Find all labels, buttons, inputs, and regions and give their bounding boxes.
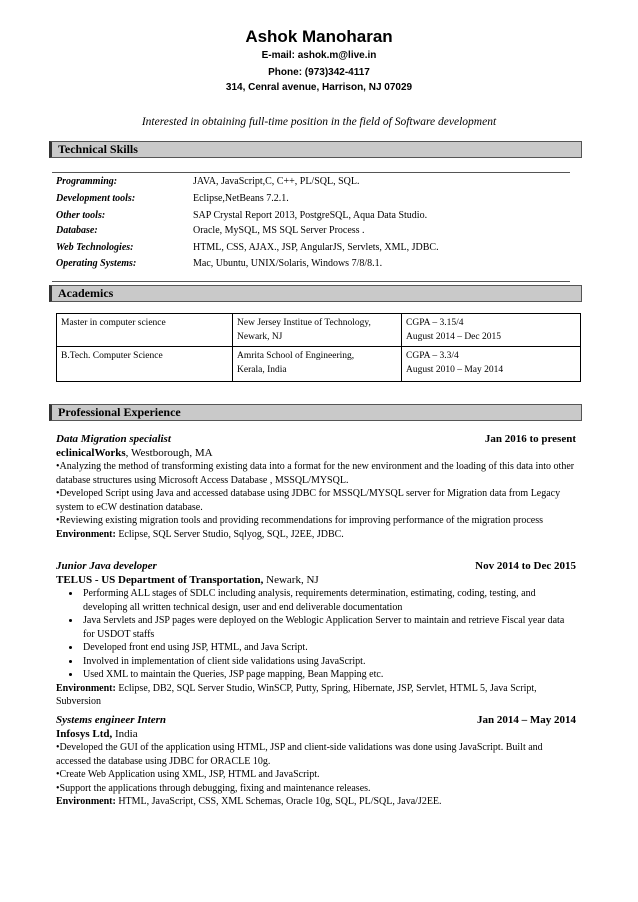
- skill-value: SAP Crystal Report 2013, PostgreSQL, Aqua Data Studio.: [193, 210, 428, 221]
- job-dates: Jan 2014 – May 2014: [477, 714, 576, 726]
- section-header-technical-skills: Technical Skills: [49, 141, 582, 158]
- phone-line: Phone: (973)342-4117: [268, 67, 370, 78]
- job-bullet: • Used XML to maintain the Queries, JSP page mapping, Bean Mapping etc.: [81, 668, 576, 682]
- skill-row: [56, 225, 576, 240]
- school-location: Newark, NJ: [237, 332, 283, 342]
- cgpa: CGPA – 3.3/4: [406, 351, 459, 361]
- skill-row: [56, 210, 576, 225]
- table-row: [57, 347, 581, 382]
- degree: B.Tech. Computer Science: [61, 351, 163, 361]
- job-bullet-list: [56, 587, 576, 682]
- job-dates: Jan 2016 to present: [484, 433, 576, 445]
- job-bullet: •Developed Script using Java and accessed database using JDBC for MSSQL/MYSQL server for Migration data from Legacy system to eCW destination database.: [56, 488, 561, 513]
- skill-label: Development tools:: [56, 193, 136, 204]
- skill-row: [56, 193, 576, 208]
- job-entry: [56, 433, 576, 541]
- company-location: India: [112, 727, 138, 740]
- academics-table: [56, 313, 581, 382]
- company-location: Newark, NJ: [263, 573, 319, 586]
- cgpa-cell: [402, 314, 581, 347]
- school-location: Kerala, India: [237, 365, 287, 375]
- cgpa: CGPA – 3.15/4: [406, 318, 464, 328]
- candidate-name: Ashok Manoharan: [245, 27, 393, 46]
- skill-label: Database:: [56, 225, 98, 236]
- degree: Master in computer science: [61, 318, 166, 328]
- job-bullet: • Java Servlets and JSP pages were deployed on the Weblogic Application Server to maintain and retrieve Fiscal year data for USDOT staffs: [81, 614, 576, 641]
- table-row: [57, 314, 581, 347]
- environment-value: HTML, JavaScript, CSS, XML Schemas, Oracle 10g, SQL, PL/SQL, Java/J2EE.: [115, 796, 442, 807]
- school-name: Amrita School of Engineering,: [237, 351, 355, 361]
- degree-cell: [57, 314, 233, 347]
- job-bullet: • Developed front end using JSP, HTML, and Java Script.: [81, 641, 576, 655]
- job-title: Data Migration specialist: [56, 433, 171, 445]
- job-bullet: • Involved in implementation of client side validations using JavaScript.: [81, 655, 576, 669]
- email-line: E-mail: ashok.m@live.in: [261, 50, 377, 61]
- cgpa-cell: [402, 347, 581, 382]
- job-entry: [56, 714, 576, 809]
- company-line: [56, 574, 576, 588]
- company-location: , Westborough, MA: [125, 446, 213, 459]
- skill-label: Programming:: [56, 176, 118, 187]
- section-header-academics: Academics: [49, 285, 582, 302]
- environment-label: Environment:: [56, 796, 116, 807]
- job-title: Systems engineer Intern: [56, 714, 167, 726]
- school-cell: [233, 314, 402, 347]
- environment-line: [56, 528, 576, 542]
- divider: [52, 281, 570, 282]
- objective-statement: Interested in obtaining full-time position in the field of Software development: [141, 116, 497, 128]
- job-title: Junior Java developer: [56, 560, 157, 572]
- job-bullet: •Create Web Application using XML, JSP, HTML and JavaScript.: [56, 769, 320, 780]
- degree-cell: [57, 347, 233, 382]
- environment-line: [56, 682, 576, 709]
- environment-line: [56, 795, 576, 809]
- skill-value: Oracle, MySQL, MS SQL Server Process .: [193, 225, 365, 236]
- study-dates: August 2010 – May 2014: [406, 365, 504, 375]
- skill-label: Web Technologies:: [56, 242, 134, 253]
- section-header-experience: Professional Experience: [49, 404, 582, 421]
- job-bullet: •Developed the GUI of the application using HTML, JSP and client-side validations was done using JavaScript. Built and accessed the database using JDBC for ORACLE 10g.: [56, 742, 543, 767]
- environment-value: Eclipse, SQL Server Studio, Sqlyog, SQL, J2EE, JDBC.: [115, 528, 344, 540]
- skill-row: [56, 258, 576, 273]
- address-line: 314, Cenral avenue, Harrison, NJ 07029: [225, 82, 413, 93]
- job-entry: [56, 560, 576, 709]
- skill-row: [56, 242, 576, 257]
- job-bullet: •Reviewing existing migration tools and providing recommendations for improving performance of the migration process: [56, 515, 544, 526]
- skill-label: Other tools:: [56, 210, 106, 221]
- job-bullet: •Analyzing the method of transforming existing data into a format for the new environment and the loading of this data into other database structures using Microsoft Access Database , MSSQL/MYSQL.: [56, 461, 575, 486]
- study-dates: August 2014 – Dec 2015: [406, 332, 501, 342]
- school-cell: [233, 347, 402, 382]
- company-name: eclinicalWorks: [56, 446, 126, 459]
- skill-value: JAVA, JavaScript,C, C++, PL/SQL, SQL.: [193, 176, 360, 187]
- job-bullet: •Support the applications through debugging, fixing and maintenance releases.: [56, 782, 371, 794]
- company-name: TELUS - US Department of Transportation,: [56, 573, 264, 586]
- divider: [52, 172, 570, 173]
- environment-label: Environment:: [56, 682, 116, 694]
- skill-label: Operating Systems:: [56, 258, 137, 269]
- environment-label: Environment:: [56, 528, 116, 540]
- skill-value: Eclipse,NetBeans 7.2.1.: [193, 193, 289, 204]
- school-name: New Jersey Institue of Technology,: [237, 318, 371, 328]
- environment-value: Eclipse, DB2, SQL Server Studio, WinSCP, Putty, Spring, Hibernate, JSP, Servlet, HTML 5, Java Script, Subversion: [56, 682, 537, 707]
- job-dates: Nov 2014 to Dec 2015: [475, 560, 576, 572]
- skill-value: Mac, Ubuntu, UNIX/Solaris, Windows 7/8/8.1.: [193, 258, 383, 269]
- job-bullet: • Performing ALL stages of SDLC including analysis, requirements determination, estimating, coding, testing, and developing all written technical design, user and end deliverable documentation: [81, 587, 576, 614]
- skill-row: [56, 176, 576, 191]
- company-line: [56, 728, 576, 742]
- company-name: Infosys Ltd,: [56, 727, 113, 740]
- skill-value: HTML, CSS, AJAX., JSP, AngularJS, Servlets, XML, JDBC.: [193, 242, 439, 253]
- company-line: [56, 447, 576, 461]
